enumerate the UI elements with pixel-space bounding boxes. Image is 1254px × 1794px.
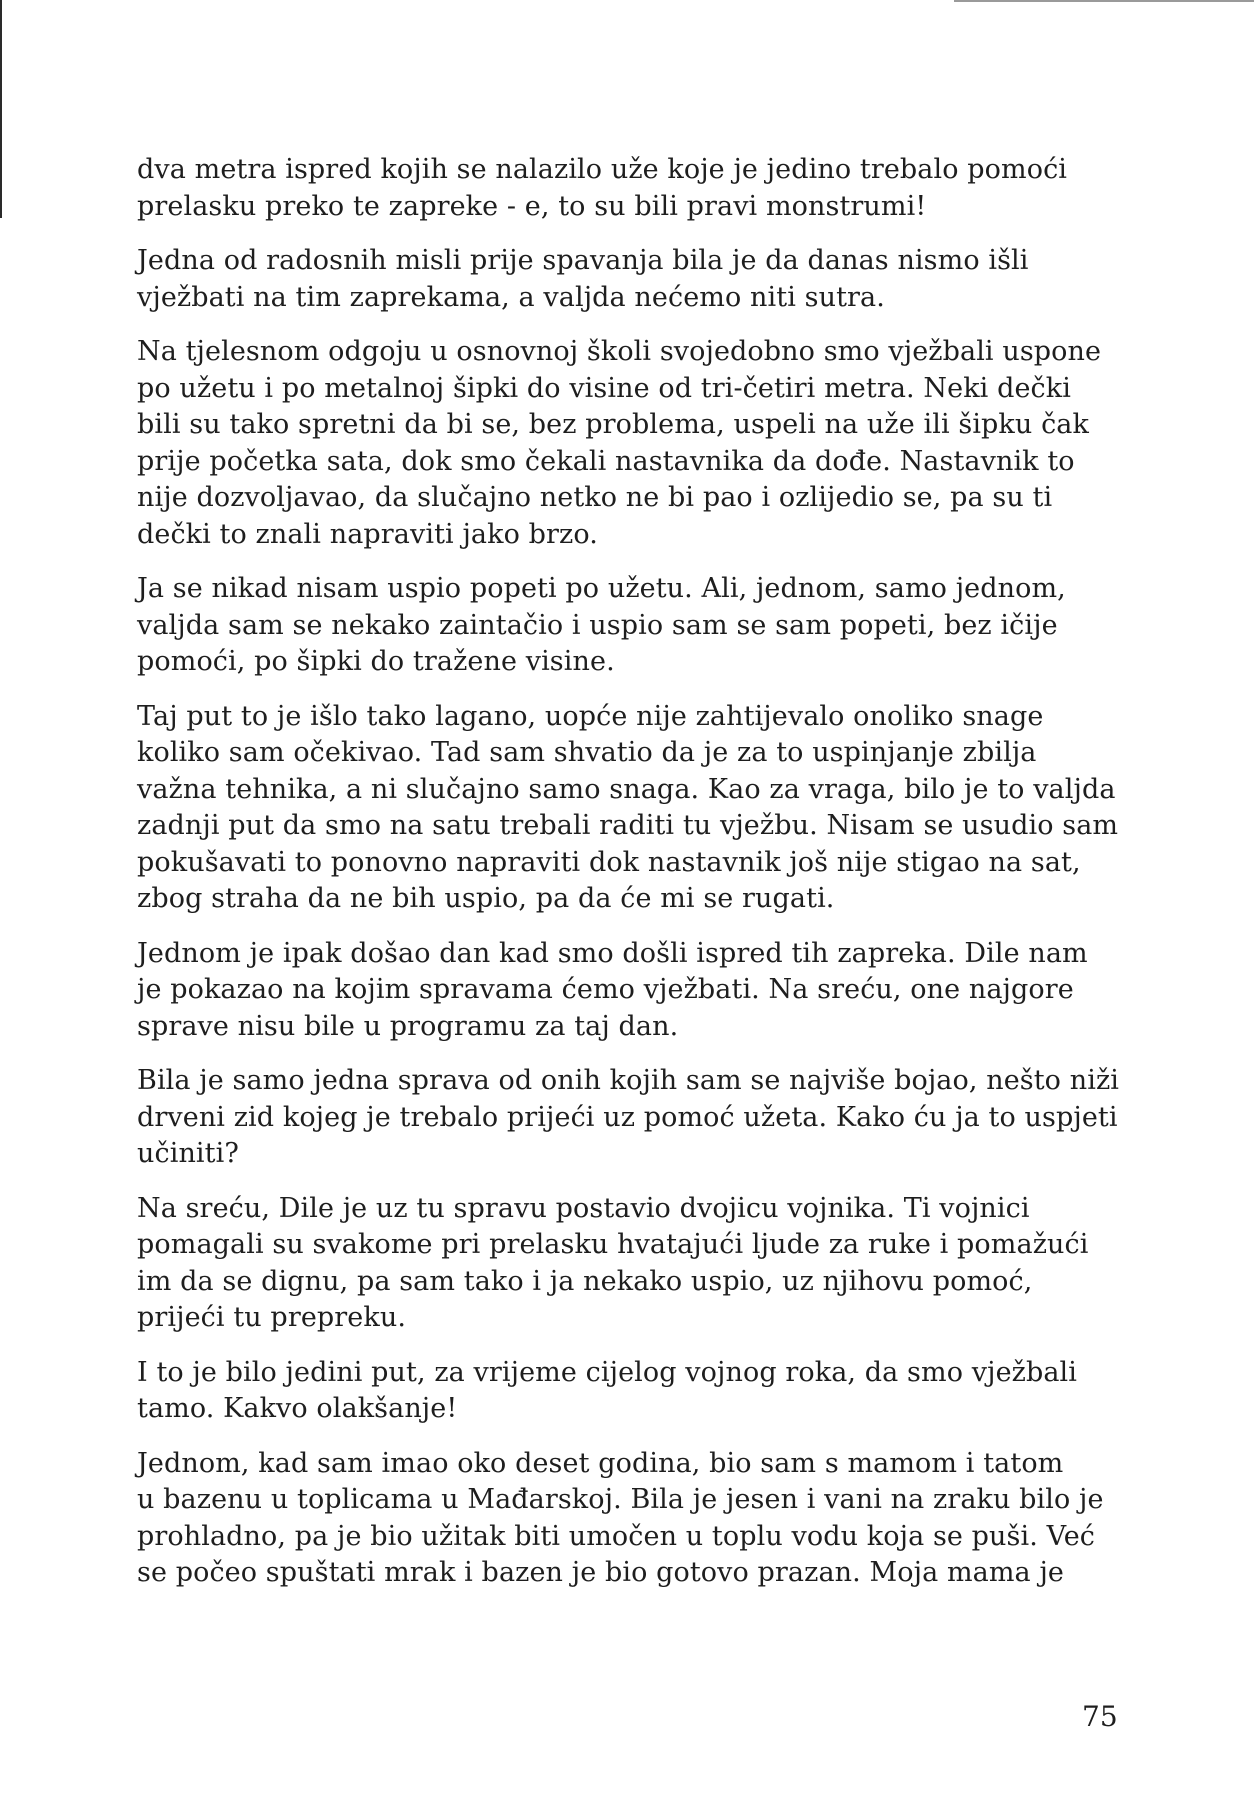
text-line: sprave nisu bile u programu za taj dan. — [137, 1010, 679, 1042]
text-line: u bazenu u toplicama u Mađarskoj. Bila je jesen i vani na zraku bilo je — [137, 1484, 1104, 1515]
text-line: bili su tako spretni da bi se, bez problema, uspeli na uže ili šipku čak — [137, 409, 1089, 440]
paragraph — [137, 152, 1137, 225]
text-line: je pokazao na kojim spravama ćemo vježbati. Na sreću, one najgore — [137, 974, 1074, 1005]
text-line: drveni zid kojeg je trebalo prijeći uz pomoć užeta. Kako ću ja to uspjeti — [137, 1101, 1118, 1133]
text-line: dva metra ispred kojih se nalazilo uže koje je jedino trebalo pomoći — [137, 154, 1068, 185]
paragraph — [137, 334, 1137, 553]
text-line: Jedna od radosnih misli prije spavanja bila je da danas nismo išli — [137, 245, 1029, 276]
paragraph — [137, 571, 1137, 681]
text-line: pomagali su svakome pri prelasku hvatajući ljude za ruke i pomažući — [137, 1229, 1089, 1260]
text-line: vježbati na tim zaprekama, a valjda nećemo niti sutra. — [137, 281, 885, 313]
text-line: nije dozvoljavao, da slučajno netko ne bi pao i ozlijedio se, pa su ti — [137, 482, 1053, 513]
text-line: Na sreću, Dile je uz tu spravu postavio dvojicu vojnika. Ti vojnici — [137, 1192, 1030, 1224]
text-line: prije početka sata, dok smo čekali nastavnika da dođe. Nastavnik to — [137, 445, 1075, 477]
paragraph — [137, 1063, 1137, 1173]
scan-edge-top — [954, 0, 1254, 2]
text-line: Ja se nikad nisam uspio popeti po užetu. Ali, jednom, samo jednom, — [137, 573, 1066, 604]
paragraph — [137, 699, 1137, 918]
text-line: Jednom, kad sam imao oko deset godina, bio sam s mamom i tatom — [137, 1447, 1064, 1479]
text-line: Jednom je ipak došao dan kad smo došli ispred tih zapreka. Dile nam — [137, 937, 1088, 969]
scan-edge-left — [0, 0, 2, 218]
text-line: pomoći, po šipki do tražene visine. — [137, 646, 615, 677]
text-line: Bila je samo jedna sprava od onih kojih sam se najviše bojao, nešto niži — [137, 1065, 1120, 1096]
text-line: zadnji put da smo na satu trebali raditi tu vježbu. Nisam se usudio sam — [137, 810, 1119, 841]
text-line: valjda sam se nekako zaintačio i uspio sam se sam popeti, bez ičije — [137, 609, 1058, 641]
text-line: koliko sam očekivao. Tad sam shvatio da je za to uspinjanje zbilja — [137, 737, 1037, 768]
text-line: prelasku preko te zapreke - e, to su bili pravi monstrumi! — [137, 190, 927, 222]
text-line: zbog straha da ne bih uspio, pa da će mi se rugati. — [137, 883, 835, 914]
paragraph — [137, 1191, 1137, 1337]
text-line: dečki to znali napraviti jako brzo. — [137, 518, 598, 550]
text-line: prohladno, pa je bio užitak biti umočen u toplu vodu koja se puši. Već — [137, 1520, 1096, 1552]
text-line: učiniti? — [137, 1138, 239, 1169]
text-line: tamo. Kakvo olakšanje! — [137, 1393, 458, 1424]
text-line: prijeći tu prepreku. — [137, 1302, 407, 1333]
paragraph — [137, 1355, 1137, 1428]
paragraph — [137, 936, 1137, 1046]
text-line: Taj put to je išlo tako lagano, uopće nije zahtijevalo onoliko snage — [137, 700, 1044, 732]
page-number: 75 — [1082, 1700, 1118, 1733]
text-line: Na tjelesnom odgoju u osnovnoj školi svojedobno smo vježbali uspone — [137, 336, 1102, 367]
paragraph — [137, 243, 1137, 316]
text-line: I to je bilo jedini put, za vrijeme cijelog vojnog roka, da smo vježbali — [137, 1356, 1078, 1388]
text-line: važna tehnika, a ni slučajno samo snaga. Kao za vraga, bilo je to valjda — [137, 773, 1116, 805]
text-line: pokušavati to ponovno napraviti dok nastavnik još nije stigao na sat, — [137, 846, 1081, 878]
paragraph — [137, 1446, 1137, 1592]
text-line: po užetu i po metalnoj šipki do visine od tri-četiri metra. Neki dečki — [137, 372, 1071, 404]
text-line: se počeo spuštati mrak i bazen je bio gotovo prazan. Moja mama je — [137, 1557, 1064, 1588]
text-line: im da se dignu, pa sam tako i ja nekako uspio, uz njihovu pomoć, — [137, 1265, 1033, 1297]
body-text — [137, 152, 1137, 1610]
